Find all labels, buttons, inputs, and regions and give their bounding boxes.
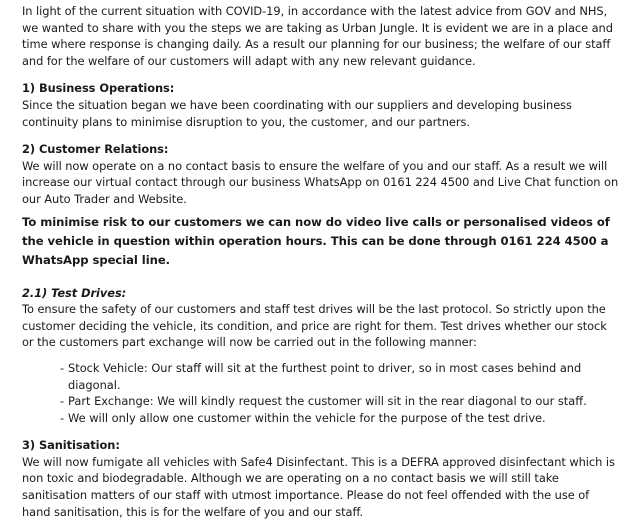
test-drives-heading: 2.1) Test Drives: — [22, 285, 127, 300]
sanitisation-heading: 3) Sanitisation: — [22, 438, 120, 453]
intro-paragraph: In light of the current situation with COVID-19, in accordance with the latest advice from GOV and NHS, we wanted to share with you the steps we are taking as Urban Jungle. It is evident we are in a place and time where response is changing daily. As a result our planning for our business; the welfare of our staff and for the welfare of our customers will adapt with any new relevant guidance. — [22, 4, 613, 68]
business-operations-heading: 1) Business Operations: — [22, 81, 175, 96]
list-item: - Part Exchange: We will kindly request the customer will sit in the rear diagonal to our staff. — [60, 394, 587, 409]
customer-relations-heading: 2) Customer Relations: — [22, 142, 169, 157]
customer-relations-body: We will now operate on a no contact basis to ensure the welfare of you and our staff. As a result we will increase our virtual contact through our business WhatsApp on 0161 224 4500 and Live Chat function on our Auto Trader and Website. — [22, 158, 619, 206]
list-item-text: We will only allow one customer within the vehicle for the purpose of the test drive. — [68, 410, 546, 425]
list-item: - We will only allow one customer within the vehicle for the purpose of the test drive. — [60, 410, 546, 425]
business-operations-body: Since the situation began we have been coordinating with our suppliers and developing business continuity plans to minimise disruption to you, the customer, and our partners. — [22, 97, 572, 129]
test-drives-body: To ensure the safety of our customers and staff test drives will be the last protocol. So strictly upon the customer deciding the vehicle, its condition, and price are right for them. Test drives whether our stock or the customers part exchange will now be carried out in the following manner: — [22, 302, 607, 350]
video-calls-note: To minimise risk to our customers we can now do video live calls or personalised videos of the vehicle in question within operation hours. This can be done through 0161 224 4500 a WhatsApp special line. — [22, 214, 610, 267]
test-drives-list — [22, 360, 620, 426]
list-item-text: Part Exchange: We will kindly request the customer will sit in the rear diagonal to our staff. — [68, 394, 587, 409]
sanitisation-body: We will now fumigate all vehicles with Safe4 Disinfectant. This is a DEFRA approved disinfectant which is non toxic and biodegradable. Although we are operating on a no contact basis we will still take sanitisation matters of our staff with utmost importance. Please do not feel offended with the use of hand sanitisation, this is for the welfare of you and our staff. — [22, 454, 615, 519]
list-item-text: Stock Vehicle: Our staff will sit at the furthest point to driver, so in most cases behind and diagonal. — [68, 360, 582, 392]
list-item: - Stock Vehicle: Our staff will sit at the furthest point to driver, so in most cases behind and diagonal. — [60, 360, 582, 392]
